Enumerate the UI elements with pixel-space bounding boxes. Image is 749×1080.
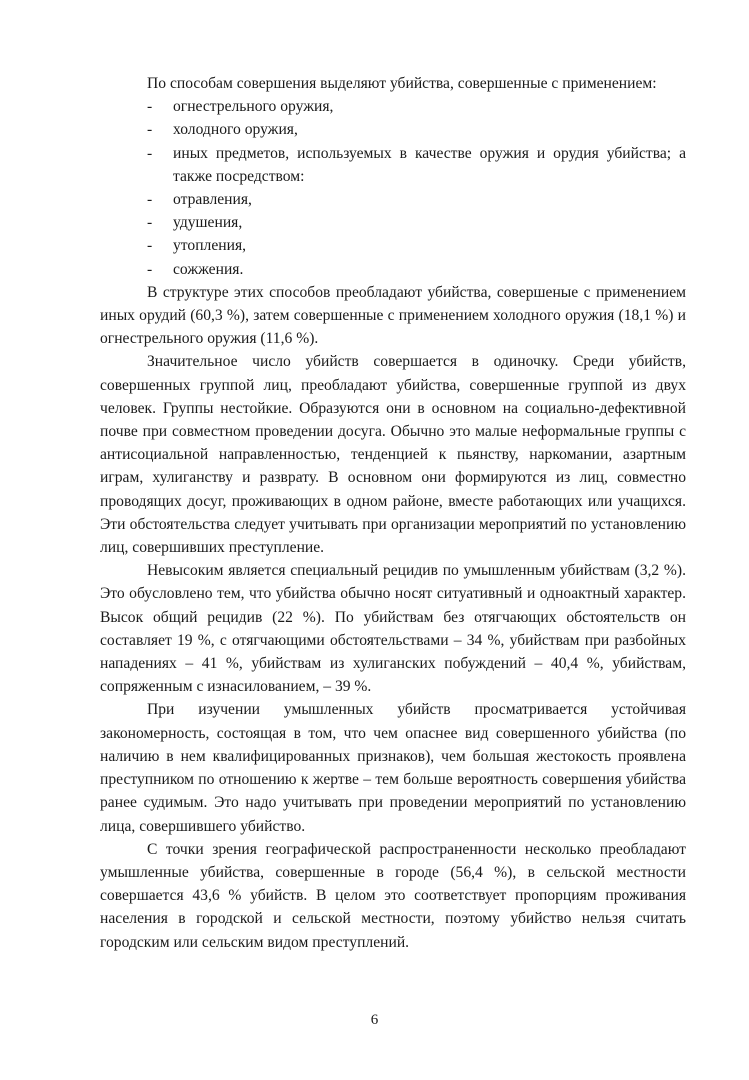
list-dash: - — [147, 121, 153, 139]
list-item-text: сожжения. — [173, 260, 244, 278]
list-item-text: огнестрельного оружия, — [173, 98, 334, 116]
method-list — [100, 95, 686, 281]
list-item — [100, 118, 686, 141]
list-item — [100, 234, 686, 257]
group-paragraph: Значительное число убийств совершается в одиночку. Среди убийств, совершенных группой лиц, преобладают убийства, совершенные группой из двух человек. Группы нестойкие. Образуются они в основном на социально-дефективной почве при совместном проведении досуга. Обычно это малые неформальные группы с антисоциальной направленностью, тенденцией к пьянству, наркомании, азартным играм, хулиганству и разврату. В основном они формируются из лиц, совместно проводящих досуг, проживающих в одном районе, вместе работающих или учащихся. Эти обстоятельства следует учитывать при организации мероприятий по установлению лиц, совершивших преступление. — [100, 353, 686, 557]
list-dash: - — [147, 191, 153, 209]
page-body — [100, 72, 686, 954]
pattern-paragraph: При изучении умышленных убийств просматривается устойчивая закономерность, состоящая в том, что чем опаснее вид совершенного убийства (по наличию в нем квалифицированных признаков), чем большая жестокость проявлена преступником по отношению к жертве – тем больше вероятность совершения убийства ранее судимым. Это надо учитывать при проведении мероприятий по установлению лица, совершившего убийство. — [100, 701, 686, 835]
list-item-text: отравления, — [173, 191, 252, 209]
list-item-text: удушения, — [173, 214, 243, 232]
list-dash: - — [147, 214, 153, 232]
list-item-text: холодного оружия, — [173, 121, 298, 139]
list-item — [100, 95, 686, 118]
list-dash: - — [147, 144, 153, 162]
intro-paragraph: По способам совершения выделяют убийства, совершенные с применением: — [147, 75, 657, 92]
list-dash: - — [147, 260, 153, 278]
list-item — [100, 211, 686, 234]
list-item — [100, 188, 686, 211]
list-item — [100, 258, 686, 281]
list-item-text: утопления, — [173, 237, 247, 255]
list-item — [100, 142, 686, 188]
list-dash: - — [147, 98, 153, 116]
structure-paragraph: В структуре этих способов преобладают убийства, совершеные с применением иных орудий (60,3 %), затем совершенные с применением холодного оружия (18,1 %) и огнестрельного оружия (11,6 %). — [100, 283, 686, 348]
list-dash: - — [147, 237, 153, 255]
page-number: 6 — [370, 1012, 379, 1028]
list-item-text: иных предметов, используемых в качестве оружия и орудия убийства; а также посредством: — [173, 144, 686, 185]
geography-paragraph: С точки зрения географической распространенности несколько преобладают умышленные убийства, совершенные в городе (56,4 %), в сельской местности совершается 43,6 % убийств. В целом это соответствует пропорциям проживания населения в городской и сельской местности, поэтому убийство нельзя считать городским или сельским видом преступлений. — [100, 840, 686, 951]
recidivism-paragraph: Невысоким является специальный рецидив по умышленным убийствам (3,2 %). Это обусловлено тем, что убийства обычно носят ситуативный и одноактный характер. Высок общий рецидив (22 %). По убийствам без отягчающих обстоятельств он составляет 19 %, с отягчающими обстоятельствами – 34 %, убийствам при разбойных нападениях – 41 %, убийствам из хулиганских побуждений – 40,4 %, убийствам, сопряженным с изнасилованием, – 39 %. — [100, 562, 686, 696]
